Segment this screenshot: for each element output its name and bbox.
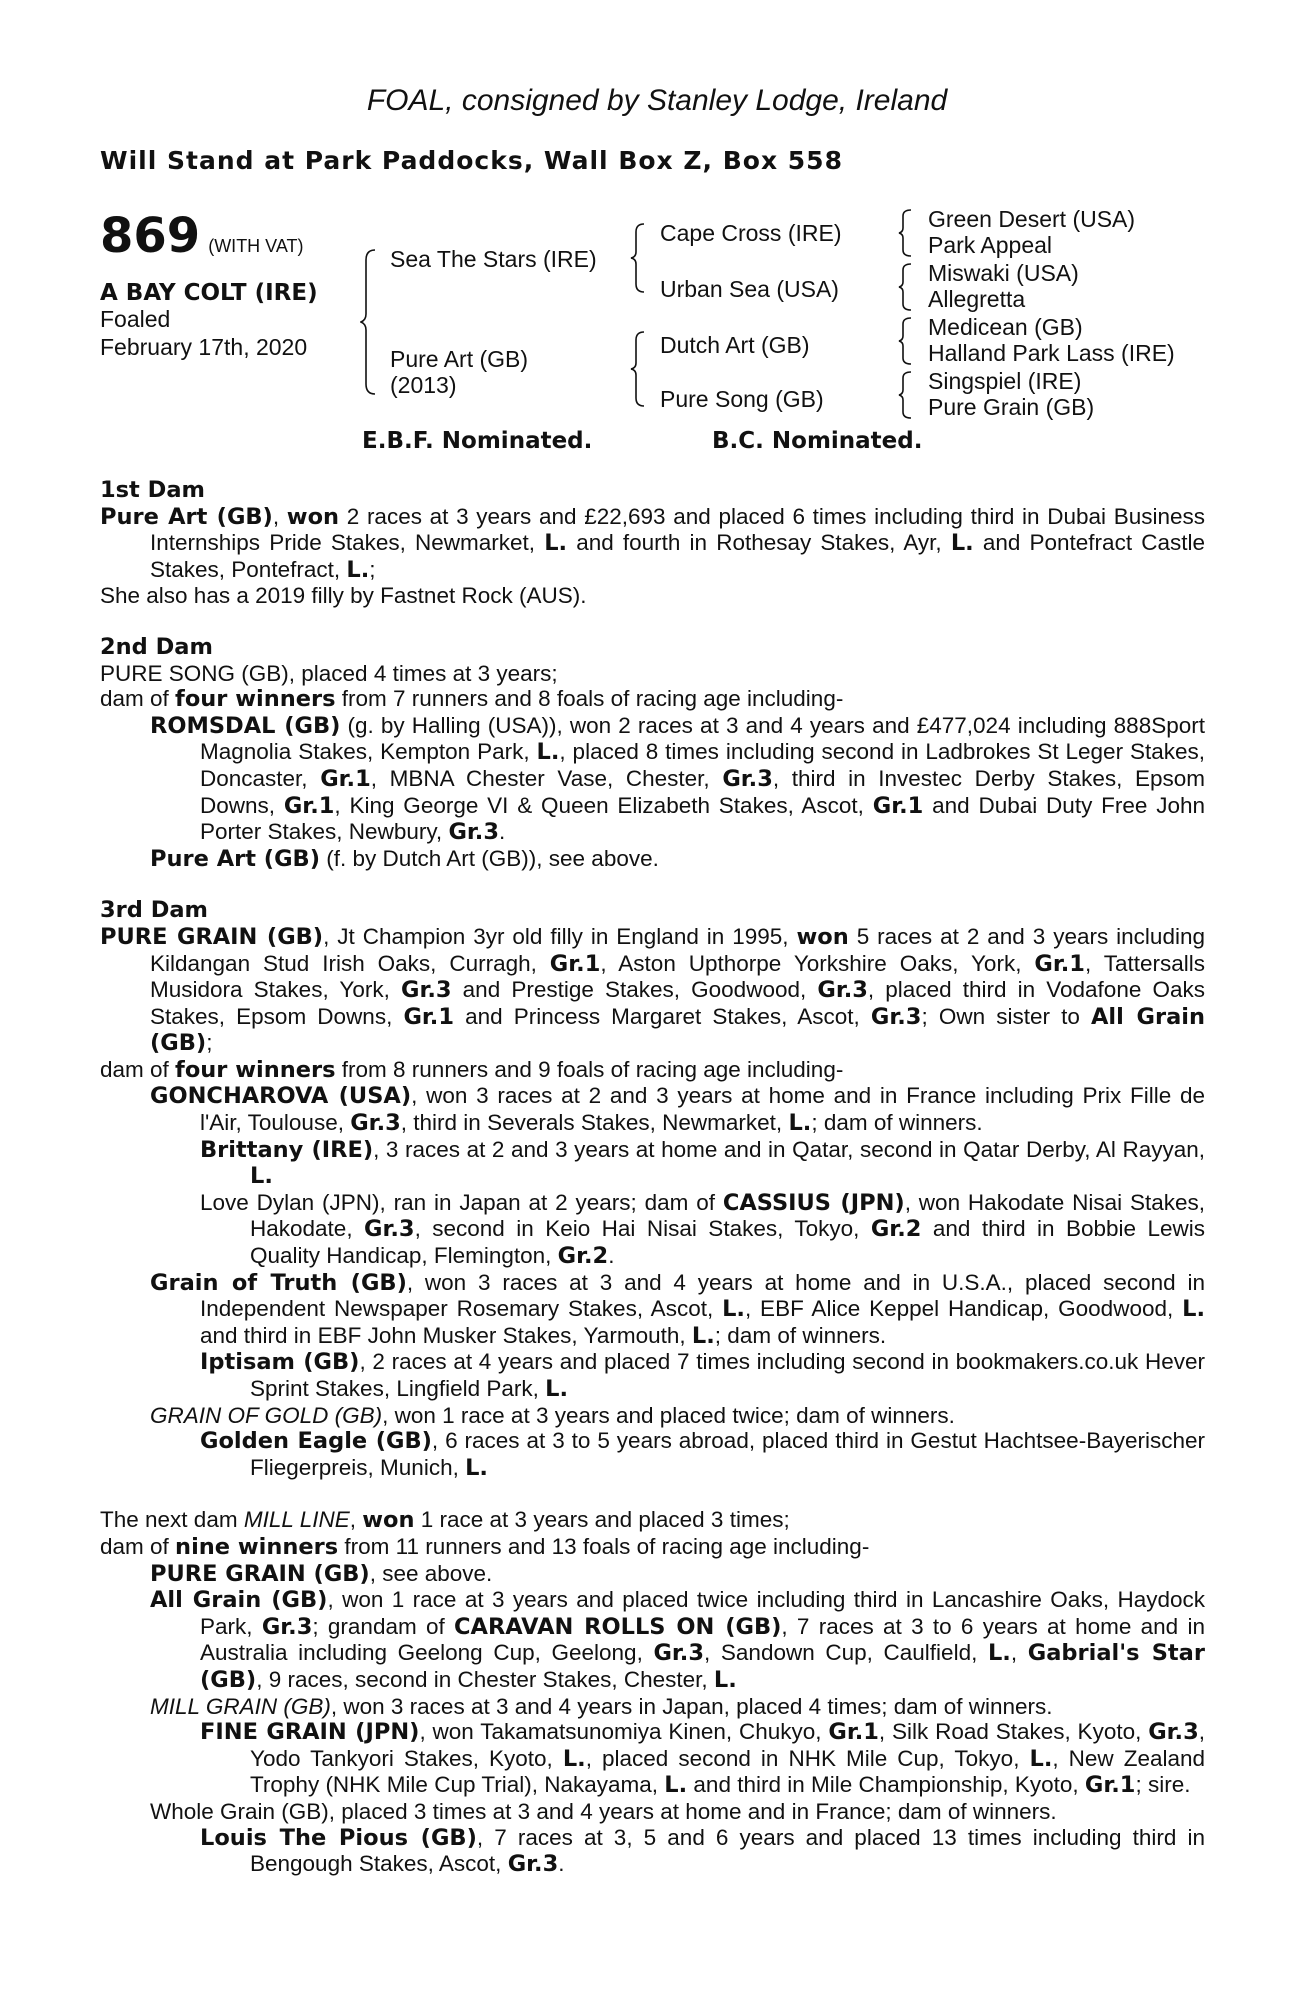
golden-eagle-entry: Golden Eagle (GB), 6 races at 3 to 5 years abroad, placed third in Gestut Hachtsee-Bayerischer Fliegerpreis, Munich, L. [200, 1428, 1205, 1481]
second-dam-section [100, 635, 1205, 872]
pure-grain-record: PURE GRAIN (GB), Jt Champion 3yr old filly in England in 1995, won 5 races at 2 and 3 years including Kildangan Stud Irish Oaks, Curragh, Gr.1, Aston Upthorpe Yorkshire Oaks, York, Gr.1, Tattersalls Musidora Stakes, York, Gr.3 and Prestige Stakes, Goodwood, Gr.3, placed third in Vodafone Oaks Stakes, Epsom Downs, Gr.1 and Princess Margaret Stakes, Ascot, Gr.3; Own sister to All Grain (GB); [100, 923, 1206, 1057]
mill-line-produce: dam of nine winners from 11 runners and 13 foals of racing age including- [100, 1533, 870, 1560]
bracket-sire-dam [360, 248, 380, 396]
stand-location: Will Stand at Park Paddocks, Wall Box Z, Box 558 [100, 146, 843, 175]
bracket-g34 [898, 262, 914, 312]
first-dam-record: Pure Art (GB), won 2 races at 3 years and £22,693 and placed 6 times including third in Dubai Business Internships Pride Stakes, Newmarket, L. and fourth in Rothesay Stakes, Ayr, L. and Pontefract Castle Stakes, Pontefract, L.; [100, 503, 1205, 583]
pedigree-sire-dam: Urban Sea (USA) [660, 276, 839, 302]
first-dam-heading: 1st Dam [100, 477, 205, 503]
love-dylan-entry: Love Dylan (JPN), ran in Japan at 2 years; dam of CASSIUS (JPN), won Hakodate Nisai Stakes, Hakodate, Gr.3, second in Keio Hai Nisai Stakes, Tokyo, Gr.2 and third in Bobbie Lewis Quality Handicap, Flemington, Gr.2. [200, 1189, 1205, 1270]
lot-number: 869 [100, 208, 201, 264]
pedigree-g2: Park Appeal [928, 232, 1053, 258]
second-dam-heading: 2nd Dam [100, 633, 213, 660]
ebf-nominated: E.B.F. Nominated. [362, 428, 593, 454]
vat-note: (WITH VAT) [208, 236, 304, 256]
bc-nominated: B.C. Nominated. [712, 428, 923, 454]
pedigree-g1: Green Desert (USA) [928, 206, 1136, 232]
grain-of-gold-entry: GRAIN OF GOLD (GB), won 1 race at 3 years and placed twice; dam of winners. [150, 1402, 955, 1428]
romsdal-entry: ROMSDAL (GB) (g. by Halling (USA)), won 2 races at 3 and 4 years and £477,024 including 888Sport Magnolia Stakes, Kempton Park, L., placed 8 times including second in Ladbrokes St Leger Stakes, Doncaster, Gr.1, MBNA Chester Vase, Chester, Gr.3, third in Investec Derby Stakes, Epsom Downs, Gr.1, King George VI & Queen Elizabeth Stakes, Ascot, Gr.1 and Dubai Duty Free John Porter Stakes, Newbury, Gr.3. [150, 712, 1206, 846]
pedigree-g4: Allegretta [928, 286, 1026, 312]
bracket-g78 [898, 370, 914, 420]
louis-the-pious-entry: Louis The Pious (GB), 7 races at 3, 5 and 6 years and placed 13 times including third in Bengough Stakes, Ascot, Gr.3. [200, 1824, 1205, 1878]
pedigree-g7: Singspiel (IRE) [928, 368, 1082, 394]
next-dam-section [100, 1507, 1205, 1877]
lot-number-block [100, 208, 304, 264]
third-dam-heading: 3rd Dam [100, 897, 208, 924]
bracket-g56 [898, 316, 914, 366]
pedigree-g5: Medicean (GB) [928, 314, 1083, 340]
pedigree-g6: Halland Park Lass (IRE) [928, 340, 1175, 366]
first-dam-also: She also has a 2019 filly by Fastnet Rock (AUS). [100, 583, 587, 609]
bracket-sire-line [630, 222, 648, 294]
goncharova-entry: GONCHAROVA (USA), won 3 races at 2 and 3 years at home and in France including Prix Fille de l'Air, Toulouse, Gr.3, third in Severals Stakes, Newmarket, L.; dam of winners. [150, 1083, 1205, 1137]
pedigree-dam-year: (2013) [390, 372, 457, 398]
third-dam-produce: dam of four winners from 8 runners and 9 foals of racing age including- [100, 1056, 844, 1083]
third-dam-section [100, 898, 1205, 1481]
second-dam-line: PURE SONG (GB), placed 4 times at 3 years; [100, 660, 558, 686]
mill-grain-entry: MILL GRAIN (GB), won 3 races at 3 and 4 years in Japan, placed 4 times; dam of winners. [150, 1693, 1053, 1719]
pure-grain-entry: PURE GRAIN (GB), see above. [150, 1560, 493, 1587]
mill-line-record: The next dam MILL LINE, won 1 race at 3 years and placed 3 times; [100, 1507, 790, 1534]
pedigree-g8: Pure Grain (GB) [928, 394, 1095, 420]
foaled-label: Foaled [100, 306, 171, 332]
foaled-date: February 17th, 2020 [100, 334, 308, 360]
second-dam-produce: dam of four winners from 7 runners and 8 foals of racing age including- [100, 686, 844, 713]
brittany-entry: Brittany (IRE), 3 races at 2 and 3 years at home and in Qatar, second in Qatar Derby, Al Rayyan, L. [200, 1136, 1205, 1190]
catalogue-body [100, 478, 1205, 1878]
pure-art-entry: Pure Art (GB) (f. by Dutch Art (GB)), see above. [150, 845, 659, 872]
consignment-line: FOAL, consigned by Stanley Lodge, Ireland [366, 84, 948, 117]
fine-grain-entry: FINE GRAIN (JPN), won Takamatsunomiya Kinen, Chukyo, Gr.1, Silk Road Stakes, Kyoto, Gr.3, Yodo Tankyori Stakes, Kyoto, L., placed second in NHK Mile Cup, Tokyo, L., New Zealand Trophy (NHK Mile Cup Trial), Nakayama, L. and third in Mile Championship, Kyoto, Gr.1; sire. [200, 1719, 1206, 1799]
pedigree-dam-dam: Pure Song (GB) [660, 386, 824, 412]
bracket-dam-line [630, 330, 648, 408]
pedigree-dam: Pure Art (GB) [390, 346, 529, 372]
pedigree-g3: Miswaki (USA) [928, 260, 1079, 286]
pedigree-sire: Sea The Stars (IRE) [390, 246, 597, 272]
whole-grain-entry: Whole Grain (GB), placed 3 times at 3 and 4 years at home and in France; dam of winners. [150, 1798, 1057, 1824]
iptisam-entry: Iptisam (GB), 2 races at 4 years and placed 7 times including second in bookmakers.co.uk Hever Sprint Stakes, Lingfield Park, L. [200, 1349, 1205, 1402]
all-grain-entry: All Grain (GB), won 1 race at 3 years and placed twice including third in Lancashire Oaks, Haydock Park, Gr.3; grandam of CARAVAN ROLLS ON (GB), 7 races at 3 to 6 years at home and in Australia including Geelong Cup, Geelong, Gr.3, Sandown Cup, Caulfield, L., Gabrial's Star (GB), 9 races, second in Chester Stakes, Chester, L. [150, 1587, 1206, 1693]
horse-description: A BAY COLT (IRE) [100, 280, 318, 306]
grain-of-truth-entry: Grain of Truth (GB), won 3 races at 3 and 4 years at home and in U.S.A., placed second in Independent Newspaper Rosemary Stakes, Ascot, L., EBF Alice Keppel Handicap, Goodwood, L. and third in EBF John Musker Stakes, Yarmouth, L.; dam of winners. [150, 1269, 1205, 1349]
bracket-g12 [898, 208, 914, 258]
first-dam-section [100, 478, 1205, 609]
pedigree-sire-sire: Cape Cross (IRE) [660, 220, 842, 246]
pedigree-dam-sire: Dutch Art (GB) [660, 332, 810, 358]
